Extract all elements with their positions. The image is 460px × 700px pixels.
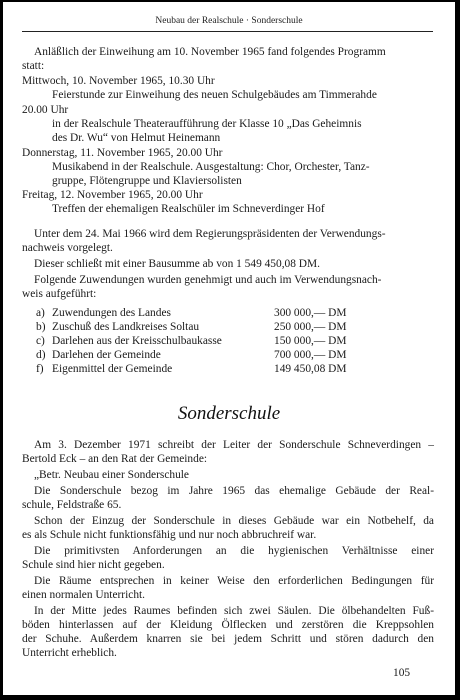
funding-para3-line-2: weis aufgeführt: [22,288,97,300]
program-line: Freitag, 12. November 1965, 20.00 Uhr [22,189,203,201]
section-line: Schule sind hier nicht gegeben. [22,559,165,571]
section-line: Die Sonderschule bezog im Jahre 1965 das ehemalige Gebäude der Real- [34,485,434,497]
section-line: Die Räume entsprechen in keiner Weise den erforderlichen Bedingungen für [34,575,434,587]
funding-item [36,306,171,320]
program-line: Mittwoch, 10. November 1965, 10.30 Uhr [22,75,215,87]
running-header: Neubau der Realschule · Sonderschule [155,16,303,26]
section-line: Am 3. Dezember 1971 schreibt der Leiter der Sonderschule Schneverdingen – [34,439,434,451]
funding-item-label: Zuwendungen des Landes [52,307,171,319]
section-line: Unterricht erheblich. [22,647,117,659]
funding-item-amount: 250 000,— DM [274,321,347,333]
header-rule [22,31,433,32]
program-line: Feierstunde zur Einweihung des neuen Schulgebäudes am Timmerahde [52,89,377,101]
funding-para3-line-1: Folgende Zuwendungen wurden genehmigt und auch im Verwendungsnach- [34,274,382,286]
section-line: Schon der Einzug der Sonderschule in dieses Gebäude war ein Notbehelf, da [34,515,434,527]
book-page [3,2,455,695]
program-line: Donnerstag, 11. November 1965, 20.00 Uhr [22,147,223,159]
section-line: einen normalen Unterricht. [22,589,146,601]
section-line: „Betr. Neubau einer Sonderschule [34,469,189,481]
program-line: gruppe, Flötengruppe und Klaviersolisten [52,175,242,187]
funding-item [36,362,172,376]
program-line: Musikabend in der Realschule. Ausgestaltung: Chor, Orchester, Tanz- [52,161,370,173]
section-line: Bertold Eck – an den Rat der Gemeinde: [22,453,208,465]
funding-item-amount: 149 450,08 DM [274,363,347,375]
section-line: es als Schule nicht funktionsfähig und nur noch abbruchreif war. [22,529,317,541]
funding-item-amount: 300 000,— DM [274,307,347,319]
funding-item-amount: 150 000,— DM [274,335,347,347]
program-intro-line-2: statt: [22,60,45,72]
program-intro-line-1: Anläßlich der Einweihung am 10. November 1965 fand folgendes Programm [34,46,386,58]
funding-item-letter: f) [36,363,44,375]
section-line: schule, Feldstraße 65. [22,499,122,511]
funding-item-letter: c) [36,335,45,347]
program-line: in der Realschule Theateraufführung der Klasse 10 „Das Geheimnis [52,118,362,130]
funding-item-label: Zuschuß des Landkreises Soltau [52,321,200,333]
funding-item-label: Eigenmittel der Gemeinde [52,363,173,375]
section-title: Sonderschule [177,403,281,424]
program-line: des Dr. Wu“ von Helmut Heinemann [52,132,221,144]
funding-item-letter: a) [36,307,45,319]
section-line: Die primitivsten Anforderungen an die hygienischen Verhältnisse einer [34,545,434,557]
funding-item [36,348,161,362]
funding-item-letter: b) [36,321,46,333]
funding-para2: Dieser schließt mit einer Bausumme ab von 1 549 450,08 DM. [34,258,320,270]
page-number: 105 [393,667,411,679]
funding-item-label: Darlehen aus der Kreisschulbaukasse [52,335,222,347]
funding-para1-line-2: nachweis vorgelegt. [22,242,113,254]
section-line: In der Mitte jedes Raumes befinden sich zwei Säulen. Die ölbehandelten Fuß- [34,605,434,617]
funding-para1-line-1: Unter dem 24. Mai 1966 wird dem Regierungspräsidenten der Verwendungs- [34,228,386,240]
funding-item [36,320,199,334]
section-line: böden hinterlassen auf der Kleidung Ölflecken und zerstören die Kreppsohlen [22,619,434,631]
program-line: Treffen der ehemaligen Realschüler im Schneverdinger Hof [52,203,325,215]
funding-item-amount: 700 000,— DM [274,349,347,361]
program-line: 20.00 Uhr [22,104,69,116]
section-line: der Schuhe. Außerdem knarren sie bei jedem Schritt und stören dadurch den [22,633,434,645]
funding-item-label: Darlehen der Gemeinde [52,349,161,361]
funding-item [36,334,222,348]
funding-item-letter: d) [36,349,46,361]
